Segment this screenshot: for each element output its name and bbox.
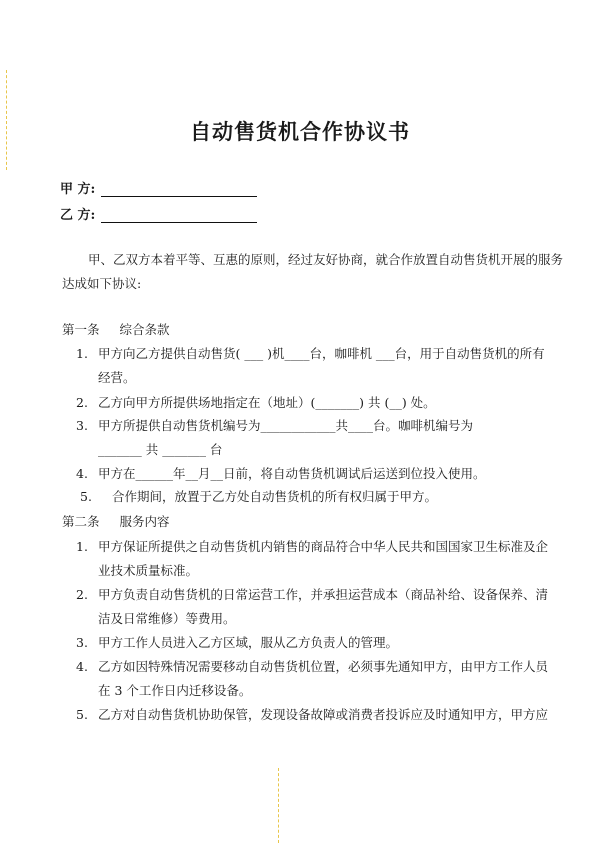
item-text: 甲方在______年__月__日前，将自动售货机调试后运送到位投入使用。	[98, 466, 486, 481]
item-continuation: 在 3 个工作日内迁移设备。	[98, 683, 252, 698]
document-title: 自动售货机合作协议书	[190, 119, 410, 144]
item-text: 甲方所提供自动售货机编号为____________共____台。咖啡机编号为	[98, 418, 474, 433]
item-number: 4.	[76, 466, 88, 481]
list-item	[76, 464, 486, 484]
item-number: 2.	[76, 587, 88, 602]
item-text: 甲方向乙方提供自动售货( ___ )机____台，咖啡机 ___台，用于自动售货机的所有	[98, 346, 545, 361]
list-item	[76, 705, 548, 725]
party-b-row	[60, 204, 257, 223]
article-number: 第二条	[62, 514, 100, 529]
item-number: 1.	[76, 346, 88, 361]
item-number: 5.	[76, 707, 88, 722]
item-text: 乙方如因特殊情况需要移动自动售货机位置，必须事先通知甲方，由甲方工作人员	[98, 659, 549, 674]
list-item	[80, 487, 437, 507]
item-continuation: 洁及日常维修）等费用。	[98, 611, 236, 626]
article-title: 综合条款	[119, 322, 170, 337]
party-a-row	[60, 178, 257, 197]
item-continuation: 经营。	[98, 370, 136, 385]
item-text: 甲方工作人员进入乙方区域，服从乙方负责人的管理。	[98, 635, 399, 650]
item-continuation: _______ 共 _______ 台	[98, 442, 223, 457]
item-continuation: 业技术质量标准。	[98, 563, 199, 578]
party-a-blank	[101, 182, 257, 197]
item-number: 5.	[80, 489, 92, 504]
item-number: 3.	[76, 635, 88, 650]
item-number: 4.	[76, 659, 88, 674]
page-margin-marker	[278, 768, 279, 843]
list-item	[76, 585, 548, 605]
party-a-label: 甲 方:	[60, 182, 96, 197]
article-number: 第一条	[62, 322, 100, 337]
item-text: 乙方向甲方所提供场地指定在（地址）(_______) 共 (__) 处。	[98, 395, 436, 410]
item-number: 1.	[76, 539, 88, 554]
item-number: 2.	[76, 395, 88, 410]
intro-line: 甲、乙双方本着平等、互惠的原则，经过友好协商，就合作放置自动售货机开展的服务	[88, 252, 564, 267]
list-item	[76, 416, 473, 436]
item-text: 甲方保证所提供之自动售货机内销售的商品符合中华人民共和国国家卫生标准及企	[98, 539, 549, 554]
article-1-heading	[62, 320, 170, 340]
list-item	[76, 393, 436, 413]
item-text: 甲方负责自动售货机的日常运营工作，并承担运营成本（商品补给、设备保养、清	[98, 587, 549, 602]
list-item	[76, 344, 545, 364]
list-item	[76, 633, 398, 653]
party-b-blank	[101, 208, 257, 223]
item-number: 3.	[76, 418, 88, 433]
article-title: 服务内容	[119, 514, 170, 529]
list-item	[76, 657, 548, 677]
item-text: 合作期间，放置于乙方处自动售货机的所有权归属于甲方。	[112, 489, 438, 504]
article-2-heading	[62, 512, 170, 532]
list-item	[76, 537, 548, 557]
party-b-label: 乙 方:	[60, 208, 96, 223]
intro-line: 达成如下协议:	[62, 276, 142, 291]
item-text: 乙方对自动售货机协助保管，发现设备故障或消费者投诉应及时通知甲方，甲方应	[98, 707, 549, 722]
